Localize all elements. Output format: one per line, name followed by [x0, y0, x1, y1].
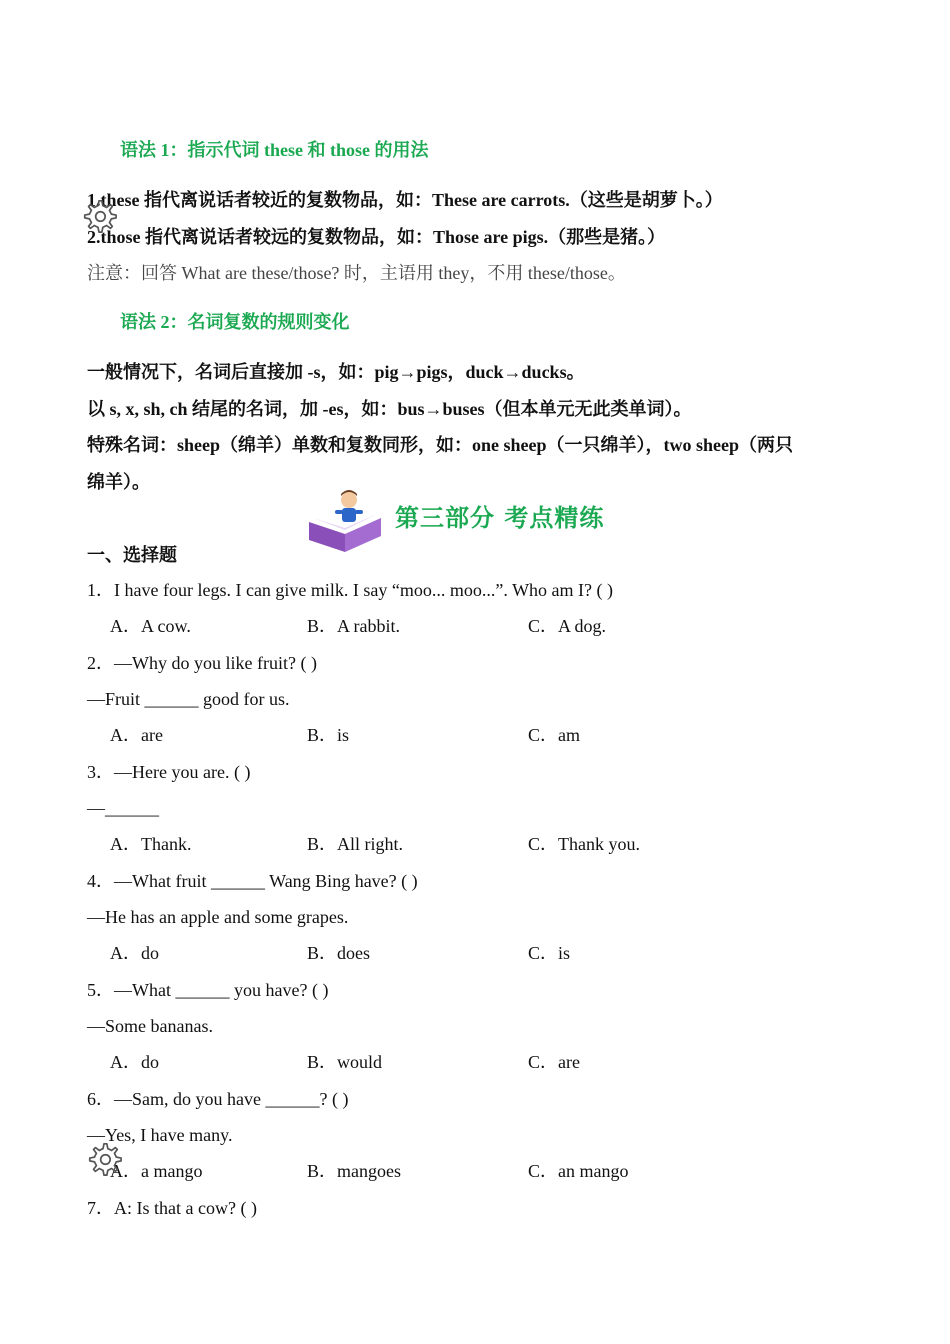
- question-4-sub: —He has an apple and some grapes.: [87, 907, 349, 927]
- quiz-heading: 一、选择题: [87, 545, 177, 565]
- grammar2-line1: 一般情况下，名词后直接加 -s，如：pig→pigs，duck→ducks。: [87, 362, 585, 382]
- grammar2-line2: 以 s, x, sh, ch 结尾的名词，加 -es，如：bus→buses（但本单元无此类单词）。: [87, 399, 692, 419]
- q5-option-a[interactable]: A．do: [110, 1052, 159, 1072]
- question-5-sub: —Some bananas.: [87, 1016, 213, 1036]
- q5-option-c[interactable]: C．are: [528, 1052, 580, 1072]
- q6-option-b[interactable]: B．mangoes: [307, 1161, 401, 1181]
- q2-option-b[interactable]: B．is: [307, 725, 350, 745]
- grammar1-title: 语法 1：指示代词 these 和 those 的用法: [120, 140, 429, 160]
- q4-option-b[interactable]: B．does: [307, 943, 370, 963]
- q1-option-a[interactable]: A．A cow.: [110, 616, 191, 636]
- q6-option-a[interactable]: A．a mango: [110, 1161, 203, 1181]
- q1-option-b[interactable]: B．A rabbit.: [307, 616, 400, 636]
- question-7: 7．A: Is that a cow? ( ): [87, 1198, 257, 1218]
- question-6: 6．—Sam, do you have ______? ( ): [87, 1089, 349, 1109]
- question-4: 4．—What fruit ______ Wang Bing have? ( ): [87, 871, 418, 891]
- q4-option-a[interactable]: A．do: [110, 943, 159, 963]
- grammar1-note: 注意：回答 What are these/those? 时，主语用 they，不用 these/those。: [87, 263, 626, 283]
- q3-option-b[interactable]: B．All right.: [307, 834, 404, 854]
- section-title: 第三部分 考点精练: [395, 504, 605, 532]
- grammar1-line1: 1.these 指代离说话者较近的复数物品，如：These are carrots.（这些是胡萝卜。）: [87, 190, 723, 210]
- grammar2-line4: 绵羊）。: [87, 472, 150, 492]
- q6-option-c[interactable]: C．an mango: [528, 1161, 629, 1181]
- q4-option-c[interactable]: C．is: [528, 943, 571, 963]
- question-5: 5．—What ______ you have? ( ): [87, 980, 329, 1000]
- question-1: 1．I have four legs. I can give milk. I say “moo... moo...”. Who am I? ( ): [87, 580, 614, 600]
- question-6-sub: —Yes, I have many.: [87, 1125, 233, 1145]
- q2-option-a[interactable]: A．are: [110, 725, 163, 745]
- q2-option-c[interactable]: C．am: [528, 725, 580, 745]
- gear-icon: [85, 1140, 123, 1178]
- q3-option-a[interactable]: A．Thank.: [110, 834, 192, 854]
- book-reader-icon: [305, 488, 385, 554]
- q5-option-b[interactable]: B．would: [307, 1052, 383, 1072]
- q3-option-c[interactable]: C．Thank you.: [528, 834, 640, 854]
- q1-option-c[interactable]: C．A dog.: [528, 616, 607, 636]
- grammar2-line3: 特殊名词：sheep（绵羊）单数和复数同形，如：one sheep（一只绵羊），two sheep（两只: [87, 435, 794, 455]
- grammar1-line2: 2.those 指代离说话者较远的复数物品，如：Those are pigs.（那些是猪。）: [87, 227, 666, 247]
- question-3: 3．—Here you are. ( ): [87, 762, 251, 782]
- gear-icon: [80, 197, 118, 235]
- question-2: 2．—Why do you like fruit? ( ): [87, 653, 317, 673]
- grammar2-title: 语法 2：名词复数的规则变化: [120, 312, 350, 332]
- question-2-sub: —Fruit ______ good for us.: [87, 689, 290, 709]
- question-3-sub: —______: [87, 798, 159, 818]
